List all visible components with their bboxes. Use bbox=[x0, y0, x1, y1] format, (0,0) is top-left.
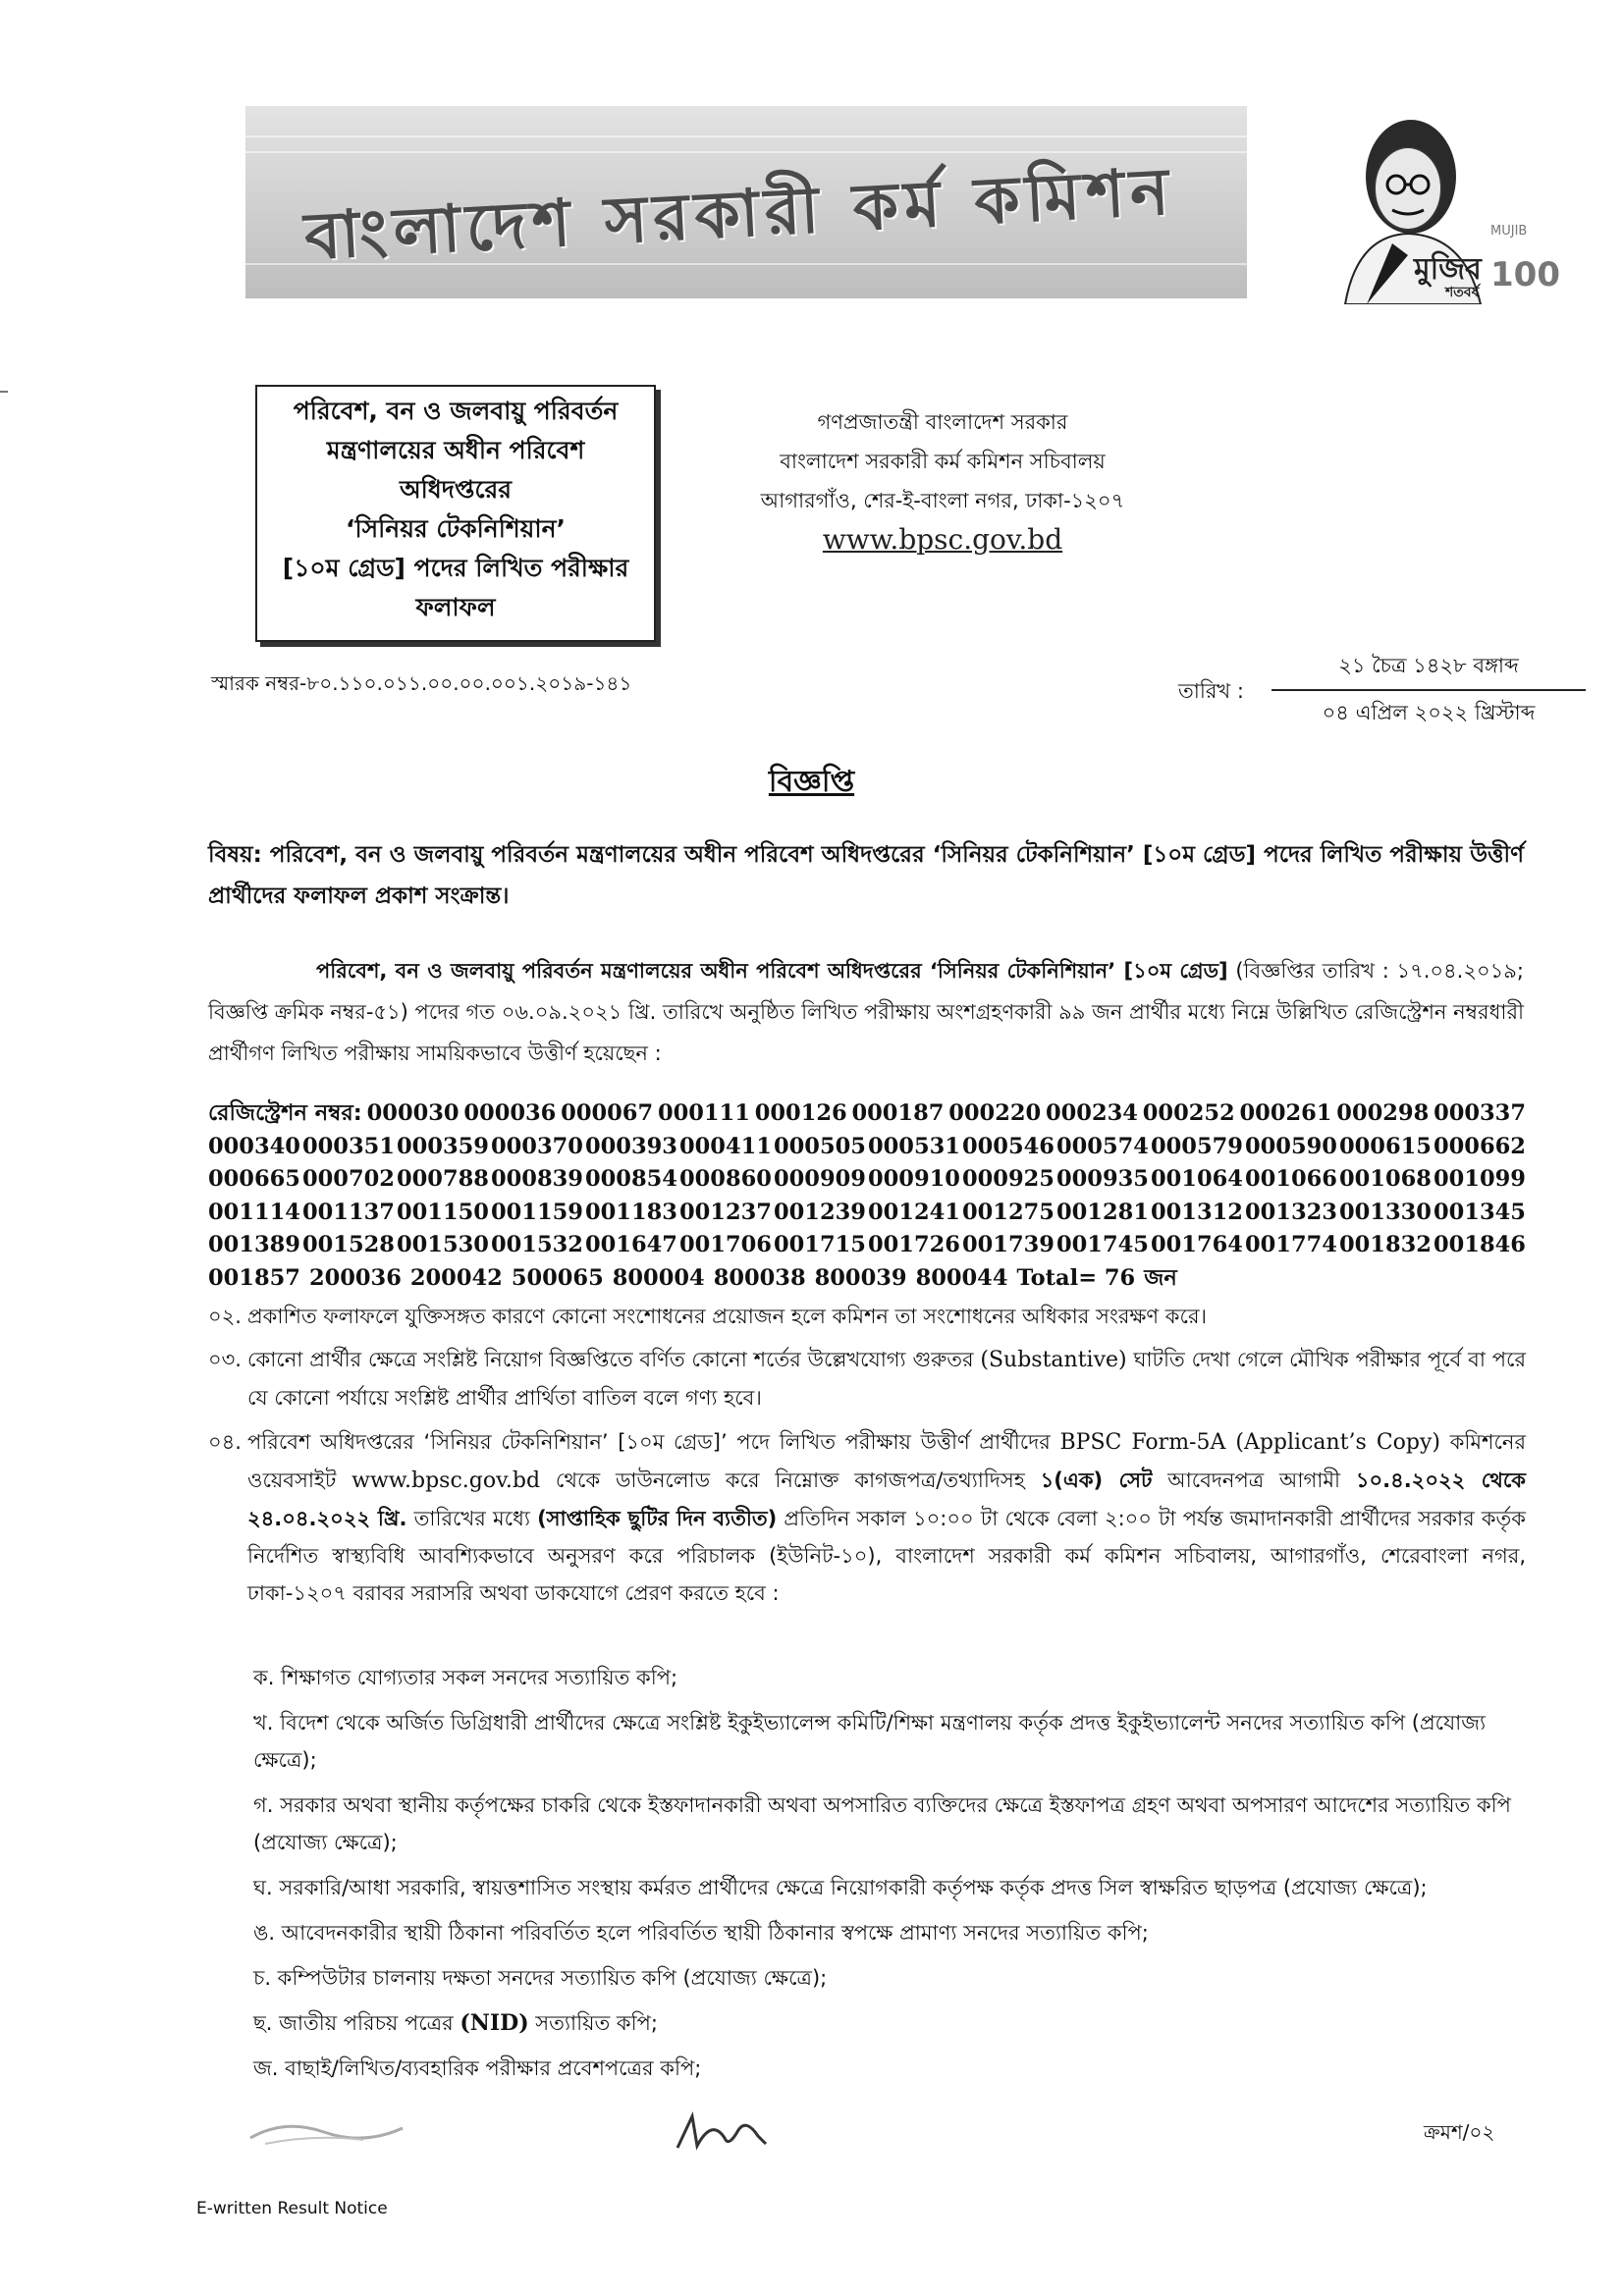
reg-number: 000370 bbox=[491, 1133, 583, 1159]
reg-number: 001528 bbox=[302, 1232, 395, 1257]
reg-number: 000036 bbox=[463, 1100, 557, 1126]
reg-number: 001159 bbox=[491, 1199, 583, 1225]
reg-number: 800004 bbox=[612, 1264, 705, 1291]
reg-number: 000590 bbox=[1245, 1133, 1337, 1159]
p4-text-3: থেকে ডাউনলোড করে নিম্নোক্ত কাগজপত্র/তথ্যাদিসহ bbox=[540, 1468, 1041, 1492]
body-paragraph bbox=[208, 950, 1524, 1074]
reg-number: 000702 bbox=[302, 1166, 395, 1192]
reg-row bbox=[208, 1197, 1526, 1230]
reg-number: 800038 bbox=[713, 1264, 806, 1291]
reg-number: 001114 bbox=[208, 1199, 300, 1225]
point-text bbox=[247, 1423, 1526, 1612]
list-item: গ. সরকার অথবা স্থানীয় কর্তৃপক্ষের চাকরি থেকে ইস্তফাদানকারী অথবা অপসারিত ব্যক্তিদের ক্ষেত্রে ইস্তফাপত্র গ্রহণ অথবা অপসারণ আদেশের সত্যায়িত কপি (প্রযোজ্য ক্ষেত্রে); bbox=[253, 1793, 1511, 1854]
point-02 bbox=[208, 1298, 1526, 1335]
reg-number: 001237 bbox=[679, 1199, 772, 1225]
point-03 bbox=[208, 1341, 1526, 1416]
memo-number: স্মারক নম্বর-৮০.১১০.০১১.০০.০০.০০১.২০১৯-১৪১ bbox=[211, 671, 632, 695]
subject-line: বিষয়: পরিবেশ, বন ও জলবায়ু পরিবর্তন মন্ত্রণালয়ের অধীন পরিবেশ অধিদপ্তরের ‘সিনিয়র টেকনিশিয়ান’ [১০ম গ্রেড] পদের লিখিত পরীক্ষায় উত্তীর্ণ প্রার্থীদের ফলাফল প্রকাশ সংক্রান্ত। bbox=[208, 842, 1524, 909]
reg-number: 001150 bbox=[397, 1199, 489, 1225]
reg-number: 001532 bbox=[491, 1232, 583, 1257]
reg-number: 001312 bbox=[1151, 1199, 1243, 1225]
reg-row bbox=[208, 1229, 1526, 1262]
point-text: প্রকাশিত ফলাফলে যুক্তিসঙ্গত কারণে কোনো সংশোধনের প্রয়োজন হলে কমিশন তা সংশোধনের অধিকার সংরক্ষণ করে। bbox=[247, 1305, 1207, 1328]
reg-number: 000234 bbox=[1046, 1100, 1138, 1126]
reg-row bbox=[208, 1131, 1526, 1164]
point-number: ০৩. bbox=[208, 1348, 242, 1371]
form-name: BPSC Form-5A (Applicant’s Copy) bbox=[1059, 1430, 1440, 1455]
continued-marker: ক্রমশ/০২ bbox=[1424, 2120, 1495, 2144]
list-item: চ. কম্পিউটার চালনায় দক্ষতা সনদের সত্যায়িত কপি (প্রযোজ্য ক্ষেত্রে); bbox=[253, 1966, 828, 1990]
date-gregorian: ০৪ এপ্রিল ২০২২ খ্রিস্টাব্দ bbox=[1322, 701, 1536, 724]
logo-sub: শতবর্ষ bbox=[1445, 285, 1480, 300]
reg-number: 000252 bbox=[1142, 1100, 1235, 1126]
reg-number: 200042 bbox=[409, 1264, 503, 1291]
reg-number: 000574 bbox=[1056, 1133, 1149, 1159]
reg-number: 000067 bbox=[561, 1100, 654, 1126]
reg-number: 001530 bbox=[397, 1232, 489, 1257]
scan-edge-mark bbox=[0, 391, 8, 393]
point-04 bbox=[208, 1423, 1526, 1612]
p4-text-1: পরিবেশ অধিদপ্তরের ‘সিনিয়র টেকনিশিয়ান’ [১০ম গ্রেড]’ পদে লিখিত পরীক্ষায় উত্তীর্ণ প্রার্থীদের bbox=[247, 1430, 1060, 1454]
reg-number: 000187 bbox=[851, 1100, 945, 1126]
total-count: Total= 76 bbox=[1016, 1264, 1136, 1291]
signature-mark bbox=[668, 2109, 776, 2158]
title-line: ফলাফল bbox=[415, 593, 496, 621]
set-count: ১(এক) সেট bbox=[1040, 1468, 1153, 1492]
reg-number: 001857 bbox=[208, 1264, 300, 1291]
registration-numbers bbox=[208, 1097, 1526, 1295]
gov-line-3: আগারগাঁও, শের-ই-বাংলা নগর, ঢাকা-১২০৭ bbox=[760, 489, 1125, 512]
reg-number: 000261 bbox=[1239, 1100, 1332, 1126]
website-link-inline[interactable]: www.bpsc.gov.bd bbox=[352, 1468, 541, 1493]
list-item: ঙ. আবেদনকারীর স্থায়ী ঠিকানা পরিবর্তিত হলে পরিবর্তিত স্থায়ী ঠিকানার স্বপক্ষে প্রামাণ্য সনদের সত্যায়িত কপি; bbox=[253, 1921, 1149, 1945]
notice-heading: বিজ্ঞপ্তি bbox=[768, 765, 855, 799]
reg-number: 000546 bbox=[962, 1133, 1055, 1159]
reg-number: 000854 bbox=[585, 1166, 677, 1192]
list-item: ঘ. সরকারি/আধা সরকারি, স্বায়ত্তশাসিত সংস্থায় কর্মরত প্রার্থীদের ক্ষেত্রে নিয়োগকারী কর্তৃপক্ষ কর্তৃক প্রদত্ত সিল স্বাক্ষরিত ছাড়পত্র (প্রযোজ্য ক্ষেত্রে); bbox=[253, 1876, 1428, 1899]
point-number: ০৪. bbox=[208, 1430, 242, 1454]
reg-number: 001739 bbox=[962, 1232, 1055, 1257]
reg-row bbox=[208, 1262, 1526, 1296]
reg-number: 001137 bbox=[302, 1199, 395, 1225]
reg-number: 000839 bbox=[491, 1166, 583, 1192]
p3-text-a: কোনো প্রার্থীর ক্ষেত্রে সংশ্লিষ্ট নিয়োগ বিজ্ঞপ্তিতে বর্ণিত কোনো শর্তের উল্লেখযোগ্য গুরুতর bbox=[247, 1348, 981, 1371]
reg-number: 001068 bbox=[1339, 1166, 1432, 1192]
reg-number: 000393 bbox=[585, 1133, 677, 1159]
list-item: ক. শিক্ষাগত যোগ্যতার সকল সনদের সত্যায়িত কপি; bbox=[253, 1666, 678, 1689]
registration-label: রেজিস্ট্রেশন নম্বর: bbox=[208, 1100, 362, 1126]
reg-number: 001064 bbox=[1151, 1166, 1243, 1192]
title-line: মন্ত্রণালয়ের অধীন পরিবেশ bbox=[326, 436, 585, 464]
reg-number: 001281 bbox=[1056, 1199, 1149, 1225]
p4-text-5: তারিখের মধ্যে bbox=[406, 1507, 538, 1530]
date-bangla: ২১ চৈত্র ১৪২৮ বঙ্গাব্দ bbox=[1271, 650, 1586, 691]
required-documents-list bbox=[253, 1659, 1530, 2095]
reg-number: 001715 bbox=[774, 1232, 866, 1257]
reg-number: 001239 bbox=[774, 1199, 866, 1225]
reg-number: 000126 bbox=[754, 1100, 847, 1126]
reg-number: 001832 bbox=[1339, 1232, 1432, 1257]
reg-number: 001330 bbox=[1339, 1199, 1432, 1225]
p4-text-4: আবেদনপত্র আগামী bbox=[1152, 1468, 1356, 1492]
reg-number: 000340 bbox=[208, 1133, 300, 1159]
logo-word: মুজিব bbox=[1414, 252, 1482, 287]
reg-number: 000910 bbox=[868, 1166, 960, 1192]
submission-dates: ১০.৪.২০২২ থেকে ২৪.০৪.২০২২ খ্রি. bbox=[247, 1468, 1526, 1530]
banner-text: বাংলাদেশ সরকারী কর্ম কমিশন bbox=[302, 153, 1177, 275]
reg-number: 000531 bbox=[868, 1133, 960, 1159]
body-rest: (বিজ্ঞপ্তির তারিখ : ১৭.০৪.২০১৯; বিজ্ঞপ্তি ক্রমিক নম্বর-৫১) পদের গত ০৬.০৯.২০২১ খ্রি. তারিখে অনুষ্ঠিত লিখিত পরীক্ষায় অংশগ্রহণকারী ৯৯ জন প্রার্থীর মধ্যে নিম্নে উল্লিখিত রেজিস্ট্রেশন নম্বরধারী প্রার্থীগণ লিখিত পরীক্ষায় সাময়িকভাবে উত্তীর্ণ হয়েছেন : bbox=[208, 959, 1524, 1065]
list-item bbox=[253, 2004, 1530, 2042]
commission-banner bbox=[245, 106, 1247, 298]
reg-number: 001099 bbox=[1434, 1166, 1526, 1192]
nid-text-a: ছ. জাতীয় পরিচয় পত্রের bbox=[253, 2011, 460, 2035]
reg-number: 000909 bbox=[774, 1166, 866, 1192]
reg-number: 000662 bbox=[1434, 1133, 1526, 1159]
reg-number: 000298 bbox=[1336, 1100, 1430, 1126]
reg-number: 000220 bbox=[948, 1100, 1042, 1126]
title-box bbox=[255, 385, 656, 642]
date-label: তারিখ : bbox=[1178, 679, 1244, 703]
reg-number: 000337 bbox=[1434, 1100, 1526, 1126]
nid-term: (NID) bbox=[460, 2010, 529, 2036]
reg-number: 000359 bbox=[397, 1133, 489, 1159]
reg-number: 001846 bbox=[1434, 1232, 1526, 1257]
reg-number: 001066 bbox=[1245, 1166, 1337, 1192]
list-item: জ. বাছাই/লিখিত/ব্যবহারিক পরীক্ষার প্রবেশপত্রের কপি; bbox=[253, 2056, 702, 2080]
reg-number: 200036 bbox=[308, 1264, 402, 1291]
reg-number: 800039 bbox=[814, 1264, 907, 1291]
reg-number: 000505 bbox=[774, 1133, 866, 1159]
title-line: [১০ম গ্রেড] পদের লিখিত পরীক্ষার bbox=[282, 554, 629, 582]
reg-number: 001183 bbox=[585, 1199, 677, 1225]
gov-line-1: গণপ্রজাতন্ত্রী বাংলাদেশ সরকার bbox=[817, 410, 1068, 434]
reg-number: 001764 bbox=[1151, 1232, 1243, 1257]
website-link[interactable]: www.bpsc.gov.bd bbox=[822, 523, 1063, 556]
date-block bbox=[1271, 650, 1586, 731]
p3-text-b: ঘাটতি দেখা গেলে মৌখিক পরীক্ষার পূর্বে বা পরে যে কোনো পর্যায়ে সংশ্লিষ্ট প্রার্থীর প্রার্থিতা বাতিল বলে গণ্য হবে। bbox=[247, 1348, 1526, 1410]
reg-number: 000615 bbox=[1339, 1133, 1432, 1159]
mujib-100-logo bbox=[1298, 108, 1560, 304]
reg-number: 000925 bbox=[962, 1166, 1055, 1192]
reg-number: 800044 bbox=[915, 1264, 1008, 1291]
reg-number: 500065 bbox=[511, 1264, 604, 1291]
reg-number: 001745 bbox=[1056, 1232, 1149, 1257]
reg-number: 000860 bbox=[679, 1166, 772, 1192]
government-address bbox=[687, 402, 1198, 560]
body-bold: পরিবেশ, বন ও জলবায়ু পরিবর্তন মন্ত্রণালয়ের অধীন পরিবেশ অধিদপ্তরের ‘সিনিয়র টেকনিশিয়ান’ [১০ম গ্রেড] bbox=[316, 959, 1228, 983]
reg-number: 001323 bbox=[1245, 1199, 1337, 1225]
logo-number: 100 bbox=[1490, 255, 1560, 294]
gov-line-2: বাংলাদেশ সরকারী কর্ম কমিশন সচিবালয় bbox=[780, 450, 1106, 473]
reg-number: 001241 bbox=[868, 1199, 960, 1225]
reg-number: 000111 bbox=[657, 1100, 750, 1126]
reg-number: 000411 bbox=[679, 1133, 772, 1159]
reg-number: 001345 bbox=[1434, 1199, 1526, 1225]
title-line: পরিবেশ, বন ও জলবায়ু পরিবর্তন bbox=[293, 397, 619, 425]
reg-number: 000665 bbox=[208, 1166, 300, 1192]
title-line: অধিদপ্তরের bbox=[399, 475, 513, 504]
reg-number: 000579 bbox=[1151, 1133, 1243, 1159]
reg-number: 001726 bbox=[868, 1232, 960, 1257]
reg-row bbox=[208, 1097, 1526, 1131]
holiday-note: (সাপ্তাহিক ছুটির দিন ব্যতীত) bbox=[537, 1507, 778, 1530]
point-number: ০২. bbox=[208, 1305, 242, 1328]
logo-latin: MUJIB bbox=[1490, 224, 1528, 239]
nid-text-b: সত্যায়িত কপি; bbox=[528, 2011, 658, 2035]
reg-number: 001389 bbox=[208, 1232, 300, 1257]
scan-smudge bbox=[245, 2110, 432, 2150]
reg-number: 001275 bbox=[962, 1199, 1055, 1225]
point-text bbox=[247, 1341, 1526, 1416]
reg-number: 000351 bbox=[302, 1133, 395, 1159]
reg-number: 000788 bbox=[397, 1166, 489, 1192]
footer-note: E-written Result Notice bbox=[196, 2199, 388, 2218]
title-line: ‘সিনিয়র টেকনিশিয়ান’ bbox=[345, 514, 567, 543]
reg-number: 001774 bbox=[1245, 1232, 1337, 1257]
reg-number: 000030 bbox=[366, 1100, 460, 1126]
p4-text-2: কমিশনের ওয়েবসাইট bbox=[247, 1430, 1526, 1492]
reg-number: 001706 bbox=[679, 1232, 772, 1257]
p4-text-6: প্রতিদিন সকাল ১০:০০ টা থেকে বেলা ২:০০ টা পর্যন্ত জমাদানকারী প্রার্থীদের সরকার কর্তৃক নির্দেশিত স্বাস্থ্যবিধি আবশ্যিকভাবে অনুসরণ করে পরিচালক (ইউনিট-১০), বাংলাদেশ সরকারী কর্ম কমিশন সচিবালয়, আগারগাঁও, শেরেবাংলা নগর, ঢাকা-১২০৭ বরাবর সরাসরি অথবা ডাকযোগে প্রেরণ করতে হবে : bbox=[247, 1507, 1526, 1605]
reg-number: 000935 bbox=[1056, 1166, 1149, 1192]
substantive-term: (Substantive) bbox=[980, 1348, 1127, 1372]
reg-number: 001647 bbox=[585, 1232, 677, 1257]
list-item: খ. বিদেশ থেকে অর্জিত ডিগ্রিধারী প্রার্থীদের ক্ষেত্রে সংশ্লিষ্ট ইকুইভ্যালেন্স কমিটি/শিক্ষা মন্ত্রণালয় কর্তৃক প্রদত্ত ইকুইভ্যালেন্ট সনদের সত্যায়িত কপি (প্রযোজ্য ক্ষেত্রে); bbox=[253, 1711, 1487, 1772]
total-unit: জন bbox=[1144, 1264, 1177, 1291]
reg-row bbox=[208, 1163, 1526, 1197]
